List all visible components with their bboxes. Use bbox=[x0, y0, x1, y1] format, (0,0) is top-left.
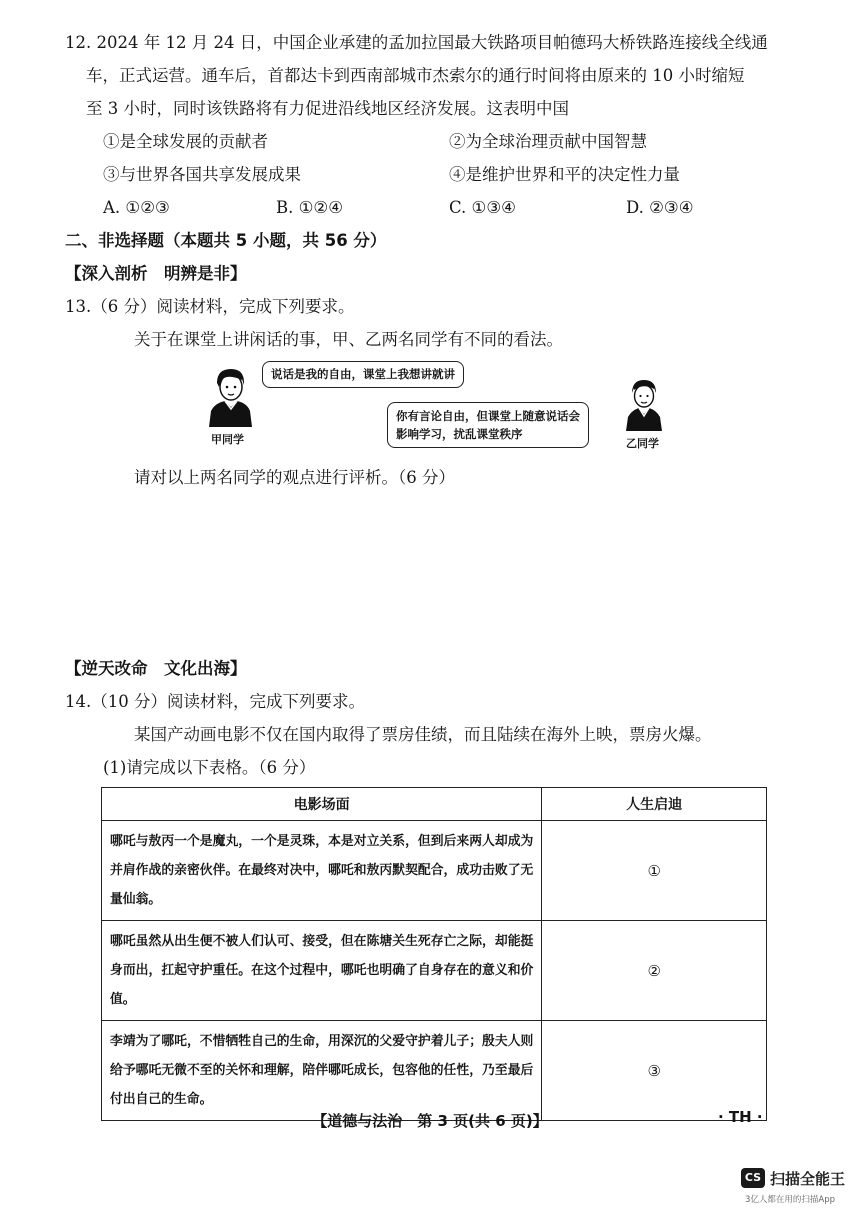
q12-statement-1: ①是全球发展的贡献者 bbox=[103, 132, 268, 151]
q12-statement-3: ③与世界各国共享发展成果 bbox=[103, 165, 301, 184]
q12-option-c: C. ①③④ bbox=[449, 198, 516, 217]
q14-line2: 某国产动画电影不仅在国内取得了票房佳绩，而且陆续在海外上映，票房火爆。 bbox=[134, 725, 712, 744]
table-row bbox=[102, 1021, 767, 1121]
q12-line3: 至 3 小时，同时该铁路将有力促进沿线地区经济发展。这表明中国 bbox=[86, 99, 569, 118]
camscanner-name: 扫描全能王 bbox=[770, 1170, 846, 1188]
speech-bubble-b-line2: 影响学习，扰乱课堂秩序 bbox=[396, 427, 523, 441]
speech-bubble-a-text: 说话是我的自由，课堂上我想讲就讲 bbox=[271, 367, 455, 381]
section-heading-a: 【深入剖析 明辨是非】 bbox=[65, 264, 247, 283]
q13-line2: 关于在课堂上讲闲话的事，甲、乙两名同学有不同的看法。 bbox=[134, 330, 563, 349]
student-a-label: 甲同学 bbox=[211, 433, 244, 446]
q13-question: 请对以上两名同学的观点进行评析。（6 分） bbox=[134, 468, 455, 487]
camscanner-tagline: 3亿人都在用的扫描App bbox=[745, 1195, 836, 1205]
table-row bbox=[102, 821, 767, 921]
scene-table bbox=[101, 787, 767, 1121]
page-footer: 【道德与法治 第 3 页(共 6 页)】 bbox=[312, 1112, 548, 1130]
q12-statement-4: ④是维护世界和平的决定性力量 bbox=[449, 165, 680, 184]
speech-bubble-b-line1: 你有言论自由，但课堂上随意说话会 bbox=[396, 409, 580, 423]
table-row bbox=[102, 921, 767, 1021]
q12-line2: 车，正式运营。通车后，首都达卡到西南部城市杰索尔的通行时间将由原来的 10 小时缩短 bbox=[86, 66, 745, 85]
q14-sub1: (1)请完成以下表格。（6 分） bbox=[103, 758, 316, 777]
q14-line1: 14.（10 分）阅读材料，完成下列要求。 bbox=[65, 692, 365, 711]
table-cell-scene: 哪吒虽然从出生便不被人们认可、接受，但在陈塘关生死存亡之际，却能挺身而出，扛起守护重任。在这个过程中，哪吒也明确了自身存在的意义和价值。 bbox=[102, 921, 542, 1021]
section-heading-b: 【逆天改命 文化出海】 bbox=[65, 659, 247, 678]
q12-option-b: B. ①②④ bbox=[276, 198, 343, 217]
section2-title: 二、非选择题（本题共 5 小题，共 56 分） bbox=[65, 231, 387, 250]
speech-bubble-a bbox=[262, 361, 464, 388]
table-cell-scene: 李靖为了哪吒，不惜牺牲自己的生命，用深沉的父爱守护着儿子；殷夫人则给予哪吒无微不至的关怀和理解，陪伴哪吒成长，包容他的任性，乃至最后付出自己的生命。 bbox=[102, 1021, 542, 1121]
table-cell-answer: ③ bbox=[542, 1021, 767, 1121]
table-header-scene: 电影场面 bbox=[102, 788, 542, 821]
table-cell-answer: ① bbox=[542, 821, 767, 921]
q12-statement-2: ②为全球治理贡献中国智慧 bbox=[449, 132, 647, 151]
table-cell-scene: 哪吒与敖丙一个是魔丸，一个是灵珠，本是对立关系，但到后来两人却成为并肩作战的亲密伙伴。在最终对决中，哪吒和敖丙默契配合，成功击败了无量仙翁。 bbox=[102, 821, 542, 921]
footer-code: · TH · bbox=[718, 1108, 763, 1126]
q13-line1: 13.（6 分）阅读材料，完成下列要求。 bbox=[65, 297, 355, 316]
table-header-inspiration: 人生启迪 bbox=[542, 788, 767, 821]
table-cell-answer: ② bbox=[542, 921, 767, 1021]
table-header-row bbox=[102, 788, 767, 821]
q12-line1: 12. 2024 年 12 月 24 日，中国企业承建的孟加拉国最大铁路项目帕德玛大桥铁路连接线全线通 bbox=[65, 33, 768, 52]
student-b-figure bbox=[623, 377, 665, 431]
student-b-label: 乙同学 bbox=[626, 437, 659, 450]
q12-option-a: A. ①②③ bbox=[103, 198, 170, 217]
speech-bubble-b bbox=[387, 402, 589, 448]
camscanner-logo-icon: CS bbox=[741, 1168, 765, 1188]
q12-option-d: D. ②③④ bbox=[626, 198, 694, 217]
student-a-figure bbox=[205, 365, 255, 427]
